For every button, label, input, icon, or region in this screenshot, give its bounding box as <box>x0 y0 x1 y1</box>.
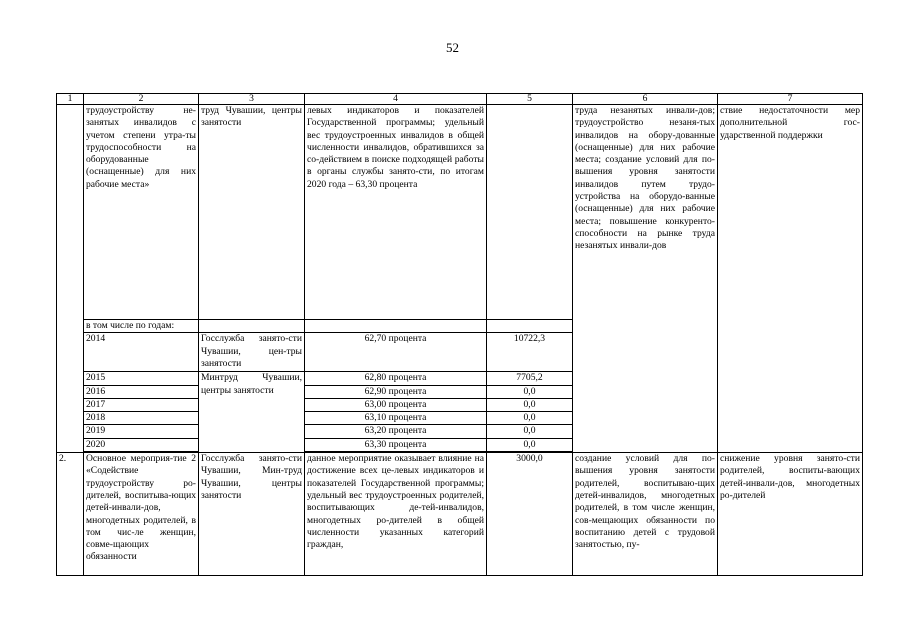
funds-cell <box>487 320 573 333</box>
header-cell: 1 <box>57 94 84 105</box>
risk-cell: ствие недостаточности мер дополнительной гос-ударственной поддержки <box>718 105 863 453</box>
indicator-cell: левых индикаторов и показателей Государственной программы; удельный вес трудоустроенных инвалидов в общей численности инвалидов, обратившихся за со-действием в поиске подходящей работы в органы службы занято-сти, по итогам 2020 года – 63,30 процента <box>305 105 487 320</box>
year-cell: 2020 <box>84 438 199 451</box>
row-number-cell <box>57 105 84 453</box>
executor-cell: Госслужба занято-сти Чувашии, цен-тры занятости <box>199 333 305 372</box>
executor-cell: труд Чувашии, центры занятости <box>199 105 305 320</box>
header-cell: 7 <box>718 94 863 105</box>
indicator-value-cell: 62,70 процента <box>305 333 487 372</box>
funds-cell: 0,0 <box>487 412 573 425</box>
funds-cell: 10722,3 <box>487 333 573 372</box>
funds-cell: 0,0 <box>487 398 573 411</box>
year-cell: 2014 <box>84 333 199 372</box>
header-cell: 3 <box>199 94 305 105</box>
funds-cell: 3000,0 <box>487 453 573 576</box>
funds-cell: 0,0 <box>487 425 573 438</box>
indicator-cell <box>305 320 487 333</box>
header-cell: 4 <box>305 94 487 105</box>
years-label: в том числе по годам: <box>84 320 199 333</box>
result-cell: труда незанятых инвали-дов; трудоустройство незаня-тых инвалидов на обору-дованные (оснащенные) для них рабочие места; создание условий для по-вышения уровня занятости инвалидов путем трудо-устройства на оборудо-ванные (оснащенные) для них рабочие места; повышение конкуренто-способности на рынке труда незанятых инвали-дов <box>573 105 718 453</box>
result-cell: создание условий для по-вышения уровня занятости родителей, воспитываю-щих детей-инвалидов, многодетных родителей, в том числе женщин, сов-мещающих обязанности по воспитанию детей с трудовой занятостью, пу- <box>573 453 718 576</box>
indicator-value-cell: 63,10 процента <box>305 412 487 425</box>
row-number-cell: 2. <box>57 453 84 576</box>
header-cell: 5 <box>487 94 573 105</box>
year-cell: 2016 <box>84 385 199 398</box>
funds-cell <box>487 105 573 320</box>
measure-name-cell: трудоустройству не-занятых инвалидов с учетом степени утра-ты трудоспособности на оборудованные (оснащенные) для них рабочие места» <box>84 105 199 320</box>
risk-cell: снижение уровня занято-сти родителей, воспиты-вающих детей-инвали-дов, многодетных ро-дителей <box>718 453 863 576</box>
program-table <box>56 93 863 576</box>
indicator-value-cell: 62,90 процента <box>305 385 487 398</box>
table-row <box>57 453 863 576</box>
header-cell: 6 <box>573 94 718 105</box>
year-cell: 2018 <box>84 412 199 425</box>
indicator-value-cell: 63,00 процента <box>305 398 487 411</box>
indicator-value-cell: 63,20 процента <box>305 425 487 438</box>
measure-name-cell: Основное мероприя-тие 2 «Содействие трудоустройству ро-дителей, воспитыва-ющих детей-инвали-дов, многодетных родителей, в том чис-ле женщин, совме-щающих обязанности <box>84 453 199 576</box>
indicator-value-cell: 62,80 процента <box>305 372 487 385</box>
year-cell: 2017 <box>84 398 199 411</box>
header-row <box>57 94 863 105</box>
funds-cell: 7705,2 <box>487 372 573 385</box>
year-cell: 2015 <box>84 372 199 385</box>
executor-cell <box>199 320 305 333</box>
year-cell: 2019 <box>84 425 199 438</box>
funds-cell: 0,0 <box>487 438 573 451</box>
table-row <box>57 105 863 320</box>
funds-cell: 0,0 <box>487 385 573 398</box>
executor-cell: Госслужба занято-сти Чувашии, Мин-труд Чувашии, центры занятости <box>199 453 305 576</box>
indicator-cell: данное мероприятие оказывает влияние на достижение всех це-левых индикаторов и показателей Государственной программы; удельный вес трудоустроенных родителей, воспитывающих де-тей-инвалидов, многодетных ро-дителей в общей численности указанных категорий граждан, <box>305 453 487 576</box>
executor-cell: Минтруд Чувашии, центры занятости <box>199 372 305 453</box>
header-cell: 2 <box>84 94 199 105</box>
page-number: 52 <box>446 40 459 55</box>
indicator-value-cell: 63,30 процента <box>305 438 487 451</box>
